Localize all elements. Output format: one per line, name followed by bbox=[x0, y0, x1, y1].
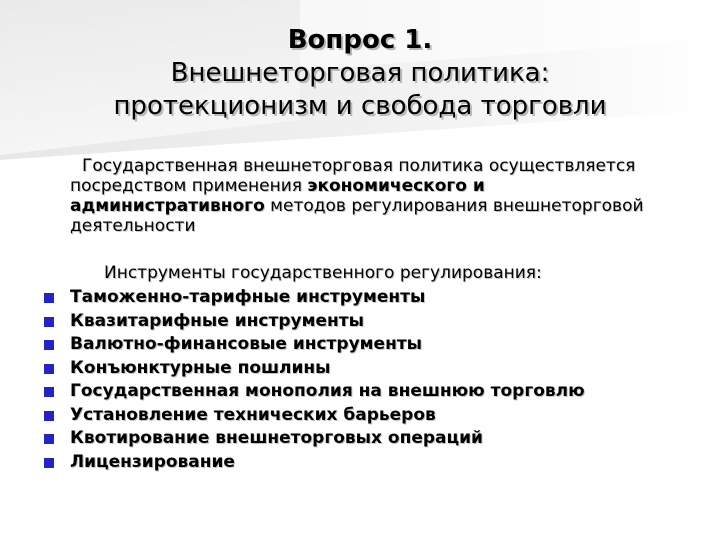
square-bullet-icon bbox=[44, 364, 54, 374]
list-item-text: Квазитарифные инструменты bbox=[70, 310, 364, 331]
title-topic-line2: протекционизм и свобода торговли bbox=[113, 91, 607, 121]
square-bullet-icon bbox=[44, 293, 54, 303]
intro-text-bold: экономического и административного bbox=[70, 176, 485, 216]
slide-title bbox=[0, 24, 720, 123]
square-bullet-icon bbox=[44, 458, 54, 468]
title-question: Вопрос 1. bbox=[287, 25, 433, 55]
intro-text-after: методов регулирования внешнеторговой деятельности bbox=[70, 196, 644, 236]
square-bullet-icon bbox=[44, 317, 54, 327]
square-bullet-icon bbox=[44, 387, 54, 397]
title-topic-line1: Внешнеторговая политика: bbox=[170, 58, 550, 88]
intro-text-before: Государственная внешнеторговая политика осуществляется посредством применения bbox=[70, 156, 636, 196]
list-item-text: Таможенно-тарифные инструменты bbox=[70, 287, 426, 307]
tools-heading: Инструменты государственного регулирования: bbox=[104, 263, 542, 283]
square-bullet-icon bbox=[44, 411, 54, 421]
square-bullet-icon bbox=[44, 434, 54, 444]
intro-paragraph bbox=[70, 156, 680, 236]
list-item-text: Квотирование внешнеторговых операций bbox=[70, 428, 483, 448]
square-bullet-icon bbox=[44, 340, 54, 350]
list-item-text: Государственная монополия на внешнюю торговлю bbox=[70, 381, 585, 401]
list-item-text: Лицензирование bbox=[70, 451, 235, 472]
list-item-text: Валютно-финансовые инструменты bbox=[70, 334, 423, 354]
list-item-text: Установление технических барьеров bbox=[70, 404, 436, 425]
list-item-text: Конъюнктурные пошлины bbox=[70, 357, 331, 378]
